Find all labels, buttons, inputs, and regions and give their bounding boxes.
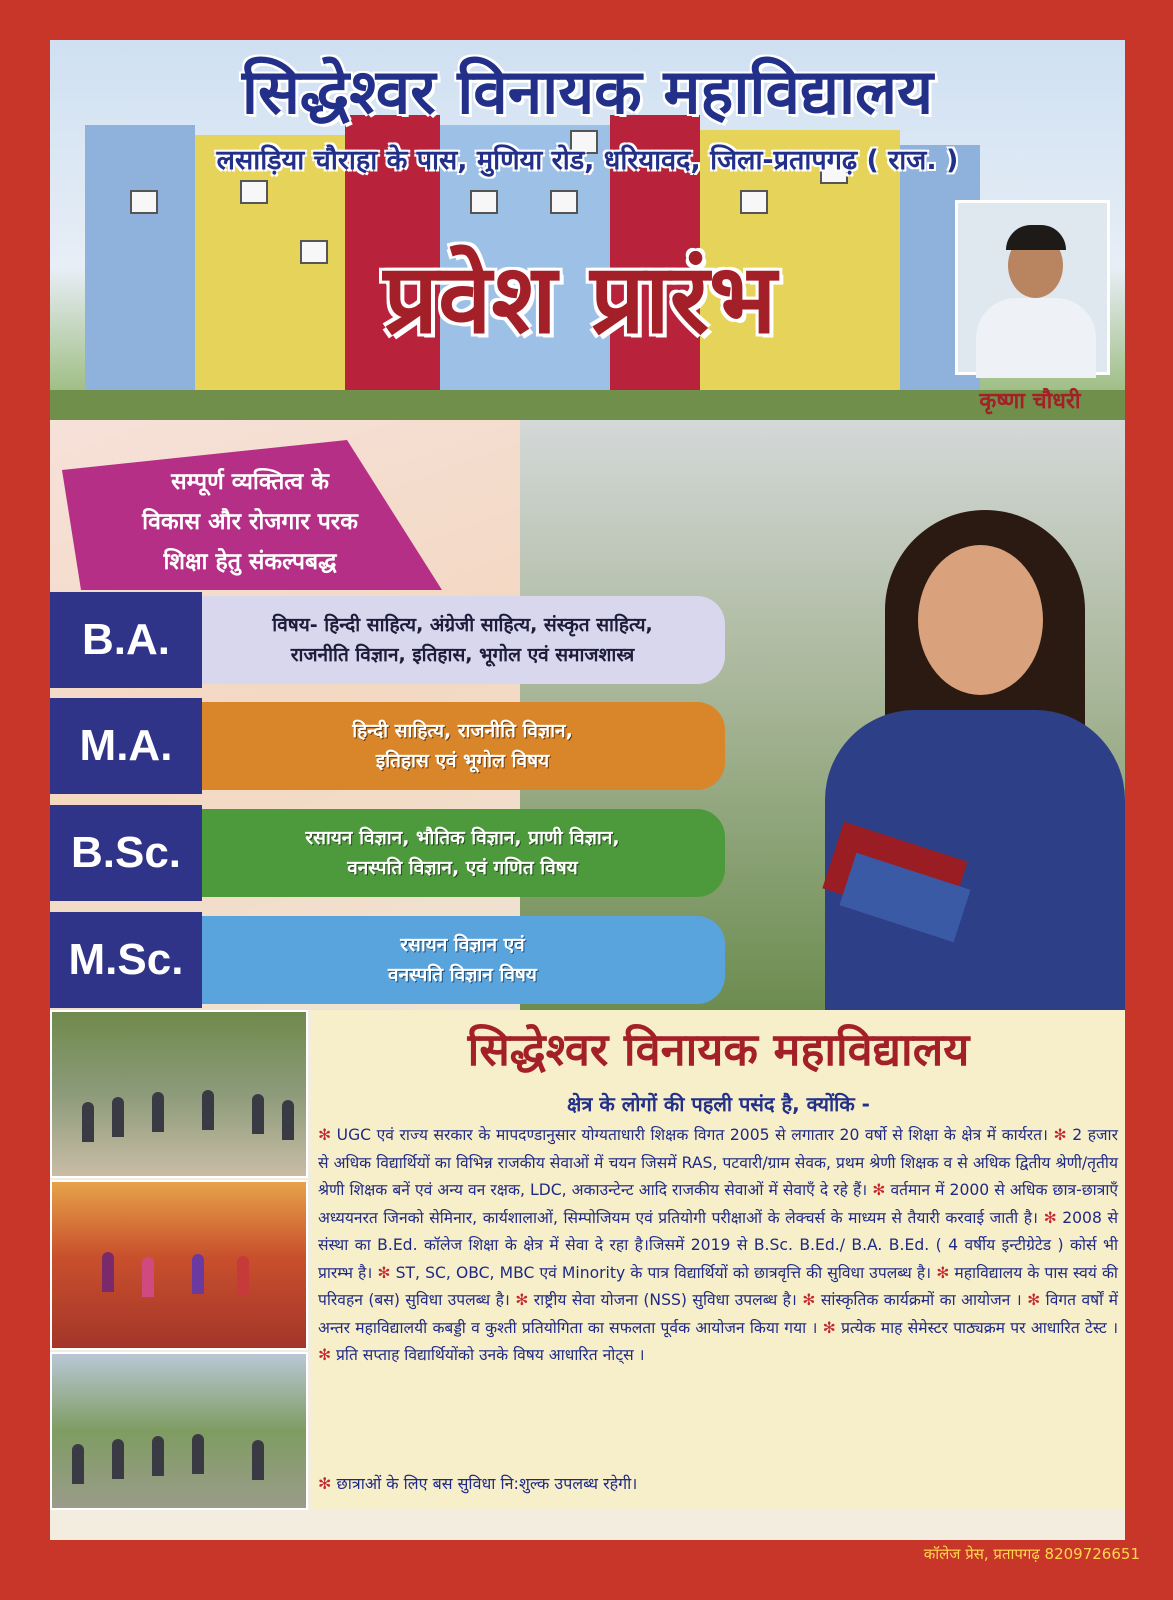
person xyxy=(192,1434,204,1474)
info-point: वर्तमान में 2000 से अधिक छात्र-छात्राएँ अध्ययनरत जिनको सेमिनार, कार्यशालाओं, सिम्पोजियम एवं प्रतियोगी परीक्षाओं के लेक्चर्स के माध्यम से तैयारी करवाई जाती है। xyxy=(318,1181,1118,1227)
window xyxy=(470,190,498,214)
window xyxy=(130,190,158,214)
campus-event-photo xyxy=(50,1352,308,1510)
course-subjects xyxy=(200,702,725,790)
info-point: राष्ट्रीय सेवा योजना (NSS) सुविधा उपलब्ध है। xyxy=(533,1291,797,1309)
gathering-photo xyxy=(50,1010,308,1178)
info-point: 2 हजार से अधिक विद्यार्थियों का विभिन्न राजकीय सेवाओं में चयन जिसमें RAS, पटवारी/ग्राम सेवक, प्रथम श्रेणी शिक्षक व से अधिक द्वितीय श्रेणी/तृतीय श्रेणी शिक्षक बनें एवं अन्य वन रक्षक, LDC, अकाउन्टेन्ट आदि राजकीय सेवाओं में सेवाएँ दे रहे हैं। xyxy=(318,1126,1118,1199)
window xyxy=(740,190,768,214)
course-ba xyxy=(50,592,730,688)
course-ma xyxy=(50,698,730,794)
subjects-line: वनस्पति विज्ञान, एवं गणित विषय xyxy=(347,857,578,879)
person xyxy=(192,1254,204,1294)
person xyxy=(112,1439,124,1479)
course-label: M.Sc. xyxy=(50,912,202,1008)
course-label: B.Sc. xyxy=(50,805,202,901)
info-subtitle: क्षेत्र के लोगों की पहली पसंद है, क्योंकि - xyxy=(567,1092,870,1116)
college-address: लसाड़िया चौराहा के पास, मुणिया रोड, धरियावद, जिला-प्रतापगढ़ ( राज. ) xyxy=(216,145,959,176)
asterisk-icon: ✻ xyxy=(318,1474,332,1493)
person xyxy=(152,1436,164,1476)
info-title: सिद्धेश्वर विनायक महाविद्यालय xyxy=(467,1023,970,1076)
info-last-point xyxy=(318,1472,1118,1494)
course-bsc xyxy=(50,805,730,901)
subjects-line: वनस्पति विज्ञान विषय xyxy=(388,964,537,986)
tagline-line: सम्पूर्ण व्यक्तित्व के xyxy=(171,469,329,495)
asterisk-icon: ✻ xyxy=(318,1346,332,1364)
info-point: विगत वर्षों में अन्तर महाविद्यालयी कबड्डी व कुश्ती प्रतियोगिता का सफलता पूर्वक आयोजन किया गया । xyxy=(318,1291,1118,1337)
secretary-photo xyxy=(955,200,1110,375)
info-point: 2008 से संस्था का B.Ed. कॉलेज शिक्षा के क्षेत्र में सेवा दे रहा है।जिसमें 2019 से B.Sc. B.Ed./ B.A. B.Ed. ( 4 वर्षीय इन्टीग्रेटेड ) कोर्स भी प्रारम्भ है। xyxy=(318,1208,1119,1282)
person xyxy=(152,1092,164,1132)
info-point: सांस्कृतिक कार्यक्रमों का आयोजन । xyxy=(820,1291,1022,1309)
info-point: छात्राओं के लिए बस सुविधा नि:शुल्क उपलब्ध रहेगी। xyxy=(336,1474,638,1493)
student-face xyxy=(918,545,1043,695)
courses-section xyxy=(50,420,1125,1010)
asterisk-icon: ✻ xyxy=(936,1263,950,1282)
subjects-line: विषय- हिन्दी साहित्य, अंग्रेजी साहित्य, संस्कृत साहित्य, xyxy=(272,614,653,636)
asterisk-icon: ✻ xyxy=(872,1181,886,1199)
asterisk-icon: ✻ xyxy=(318,1126,332,1144)
subjects-line: रसायन विज्ञान एवं xyxy=(400,934,525,956)
tagline-text xyxy=(80,462,420,582)
info-points xyxy=(318,1122,1118,1370)
person xyxy=(82,1102,94,1142)
info-point: ST, SC, OBC, MBC एवं Minority के पात्र विद्यार्थियों को छात्रवृत्ति की सुविधा उपलब्ध है। xyxy=(395,1263,932,1282)
person xyxy=(202,1090,214,1130)
college-title: सिद्धेश्वर विनायक महाविद्यालय xyxy=(241,55,934,128)
person-hair xyxy=(1006,225,1066,250)
person xyxy=(237,1256,249,1296)
asterisk-icon: ✻ xyxy=(1043,1208,1057,1227)
window xyxy=(550,190,578,214)
person xyxy=(112,1097,124,1137)
person xyxy=(102,1252,114,1292)
window xyxy=(240,180,268,204)
dance-photo xyxy=(50,1180,308,1350)
admission-open-banner: प्रवेश प्रारंभ xyxy=(383,243,777,355)
course-subjects xyxy=(200,916,725,1004)
course-msc xyxy=(50,912,730,1008)
asterisk-icon: ✻ xyxy=(1053,1126,1067,1144)
asterisk-icon: ✻ xyxy=(377,1263,391,1282)
info-point: प्रति सप्ताह विद्यार्थियोंको उनके विषय आधारित नोट्स । xyxy=(336,1346,645,1364)
asterisk-icon: ✻ xyxy=(515,1291,529,1309)
tagline-line: विकास और रोजगार परक xyxy=(142,509,358,535)
poster xyxy=(50,40,1125,1540)
person xyxy=(72,1444,84,1484)
subjects-line: इतिहास एवं भूगोल विषय xyxy=(375,750,550,772)
header-banner xyxy=(50,40,1125,420)
person xyxy=(252,1094,264,1134)
course-subjects xyxy=(200,596,725,684)
course-label: B.A. xyxy=(50,592,202,688)
info-point: UGC एवं राज्य सरकार के मापदण्डानुसार योग्यताधारी शिक्षक विगत 2005 से लगातार 20 वर्षो से शिक्षा के क्षेत्र में कार्यरत। xyxy=(336,1126,1048,1144)
course-label: M.A. xyxy=(50,698,202,794)
person xyxy=(282,1100,294,1140)
subjects-line: हिन्दी साहित्य, राजनीति विज्ञान, xyxy=(352,720,573,742)
tagline-line: शिक्षा हेतु संकल्पबद्ध xyxy=(163,549,337,575)
info-point: महाविद्यालय के पास स्वयं की परिवहन (बस) सुविधा उपलब्ध है। xyxy=(318,1263,1118,1309)
course-subjects xyxy=(200,809,725,897)
asterisk-icon: ✻ xyxy=(822,1318,836,1337)
info-panel xyxy=(312,1010,1125,1510)
printer-credit: कॉलेज प्रेस, प्रतापगढ़ 8209726651 xyxy=(923,1545,1140,1563)
person xyxy=(252,1440,264,1480)
person xyxy=(142,1257,154,1297)
asterisk-icon: ✻ xyxy=(1027,1291,1041,1309)
secretary-name: कृष्णा चौधरी xyxy=(979,389,1081,414)
person-body xyxy=(976,298,1096,378)
asterisk-icon: ✻ xyxy=(802,1291,816,1309)
subjects-line: राजनीति विज्ञान, इतिहास, भूगोल एवं समाजशास्त्र xyxy=(290,644,635,666)
info-point: प्रत्येक माह सेमेस्टर पाठ्यक्रम पर आधारित टेस्ट । xyxy=(841,1318,1118,1337)
subjects-line: रसायन विज्ञान, भौतिक विज्ञान, प्राणी विज्ञान, xyxy=(305,827,620,849)
activity-photos xyxy=(50,1010,308,1510)
